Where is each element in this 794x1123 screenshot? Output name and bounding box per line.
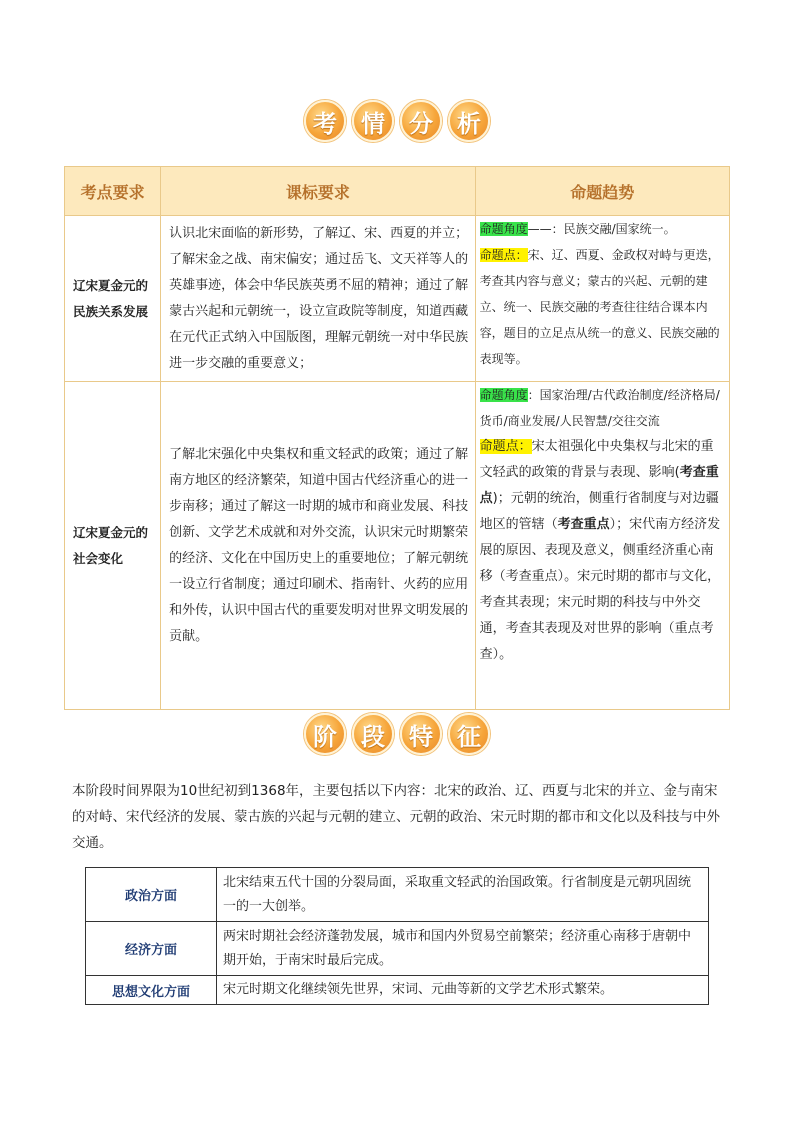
topic-cell: 辽宋夏金元的民族关系发展 [65, 216, 161, 382]
point-text: 宋太祖强化中央集权与北宋的重文轻武的政策的背景与表现、影响( [479, 439, 714, 480]
aspect-content: 宋元时期文化继续领先世界，宋词、元曲等新的文学艺术形式繁荣。 [217, 976, 709, 1005]
stage-intro-paragraph: 本阶段时间界限为10世纪初到1368年，主要包括以下内容：北宋的政治、辽、西夏与北宋的并立、金与南宋的对峙、宋代经济的发展、蒙古族的兴起与元朝的建立、元朝的政治、宋元时期的都市和文化以及科技与中外交通。 [72, 783, 720, 851]
heading-badge: 考 [304, 100, 346, 142]
point-label: 命题点： [479, 248, 528, 262]
table-header-row [65, 167, 730, 216]
trend-cell [475, 382, 729, 710]
angle-text: ——：民族交融/国家统一。 [527, 222, 676, 236]
point-emphasis: 考查重点 [479, 465, 719, 506]
aspect-content: 北宋结束五代十国的分裂局面，采取重文轻武的治国政策。行省制度是元朝巩固统一的一大创举。 [217, 868, 709, 922]
point-label: 命题点： [479, 439, 532, 454]
angle-text: ：国家治理/古代政治制度/经济格局/货币/商业发展/人民智慧/交往交流 [479, 388, 720, 428]
table-row [86, 868, 709, 922]
header-exam-point: 考点要求 [65, 167, 161, 216]
heading-badge: 分 [400, 100, 442, 142]
heading-badge: 征 [448, 713, 490, 755]
table-row [86, 922, 709, 976]
section-heading-stage [0, 713, 794, 755]
heading-badge: 析 [448, 100, 490, 142]
exam-analysis-table [64, 166, 730, 710]
heading-badge: 情 [352, 100, 394, 142]
point-text: 宋、辽、西夏、金政权对峙与更迭，考查其内容与意义；蒙古的兴起、元朝的建立、统一、民族交融的考查往往结合课本内容，题目的立足点从统一的意义、民族交融的表现等。 [479, 248, 720, 366]
aspect-label: 政治方面 [86, 868, 217, 922]
standard-cell: 了解北宋强化中央集权和重文轻武的政策；通过了解南方地区的经济繁荣，知道中国古代经济重心的进一步南移；通过了解这一时期的城市和商业发展、科技创新、文学艺术成就和对外交流，认识宋元时期繁荣的经济、文化在中国历史上的重要地位；了解元朝统一设立行省制度；通过印刷术、指南针、火药的应用和外传，认识中国古代的重要发明对世界文明发展的贡献。 [161, 382, 475, 710]
table-row [86, 976, 709, 1005]
header-trend: 命题趋势 [475, 167, 729, 216]
angle-label: 命题角度 [479, 222, 528, 236]
point-text: )；元朝的统治，侧重行省制度与对边疆地区的管辖（ [479, 491, 719, 532]
header-curriculum: 课标要求 [161, 167, 475, 216]
point-text: ）；宋代南方经济发展的原因、表现及意义，侧重经济重心南移（考查重点）。宋元时期的都市与文化，考查其表现；宋元时期的科技与中外交通，考查其表现及对世界的影响（重点考查）。 [479, 517, 721, 662]
standard-cell: 认识北宋面临的新形势，了解辽、宋、西夏的并立；了解宋金之战、南宋偏安；通过岳飞、文天祥等人的英雄事迹，体会中华民族英勇不屈的精神；通过了解蒙古兴起和元朝统一，设立宣政院等制度，知道西藏在元代正式纳入中国版图，理解元朝统一对中华民族进一步交融的重要意义； [161, 216, 475, 382]
heading-badge: 段 [352, 713, 394, 755]
aspect-label: 经济方面 [86, 922, 217, 976]
table-row [65, 216, 730, 382]
stage-features-table [85, 867, 709, 1005]
heading-badge: 阶 [304, 713, 346, 755]
point-emphasis: 考查重点 [557, 517, 610, 532]
topic-cell: 辽宋夏金元的社会变化 [65, 382, 161, 710]
aspect-label: 思想文化方面 [86, 976, 217, 1005]
table-row [65, 382, 730, 710]
trend-cell [475, 216, 729, 382]
angle-label: 命题角度 [479, 388, 528, 402]
heading-badge: 特 [400, 713, 442, 755]
aspect-content: 两宋时期社会经济蓬勃发展，城市和国内外贸易空前繁荣；经济重心南移于唐朝中期开始，于南宋时最后完成。 [217, 922, 709, 976]
section-heading-analysis [0, 100, 794, 142]
